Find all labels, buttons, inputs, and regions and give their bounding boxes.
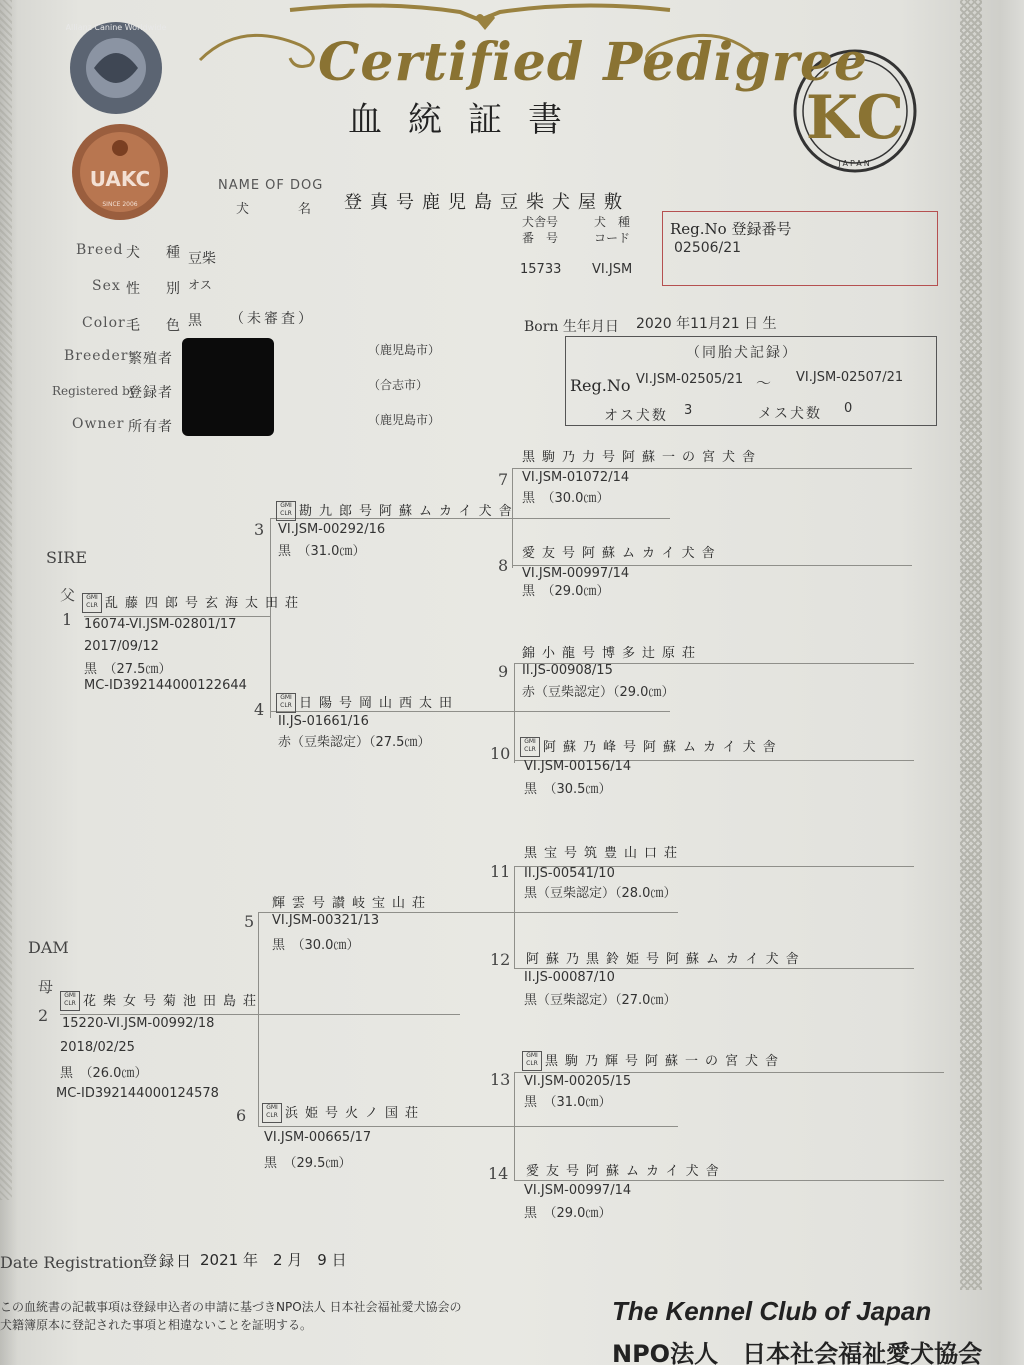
ancestor-number: 6 — [236, 1106, 247, 1125]
male-count-label: オス犬数 — [604, 408, 668, 424]
ancestor-reg: VI.JSM-01072/14 — [522, 470, 630, 485]
ancestor-sire-1: GMI CLR 乱藤四郎号玄海太田荘 — [82, 592, 305, 613]
litter-title: （同胎犬記録） — [686, 345, 798, 361]
tree-line — [514, 1180, 944, 1181]
left-border — [0, 0, 12, 1200]
female-count-label: メス犬数 — [758, 406, 822, 422]
ancestor-color: 黒 （29.5㎝） — [264, 1156, 352, 1171]
born-date: 2020 年11月21 日 生 — [636, 316, 777, 332]
ancestor-7-name: 黒駒乃力号阿蘇一の宮犬舎 — [522, 450, 763, 465]
ancestor-number: 7 — [498, 470, 509, 489]
ancestor-number: 8 — [498, 556, 509, 575]
ancestor-3: GMI CLR 勘九郎号阿蘇ムカイ犬舎 — [276, 500, 519, 521]
female-count: 0 — [844, 401, 853, 416]
breed-code-label: 犬 種 コード — [594, 215, 631, 245]
sex-value: オス — [188, 278, 212, 292]
ancestor-number: 2 — [38, 1006, 49, 1025]
ancestor-color: 赤（豆柴認定）（27.5㎝） — [278, 735, 431, 750]
born-label: Born 生年月日 — [524, 319, 619, 335]
color-note: （未審査） — [230, 311, 315, 327]
kc-logo-text: KC — [805, 83, 905, 153]
color-label-jp: 毛 色 — [126, 318, 186, 334]
ancestor-13: GMI CLR 黒駒乃輝号阿蘇一の宮犬舎 — [522, 1050, 785, 1071]
ancestor-number: 13 — [490, 1070, 511, 1089]
tree-line — [514, 866, 515, 968]
title-japanese: 血統証書 — [348, 100, 588, 140]
ancestor-color: 赤（豆柴認定）（29.0㎝） — [522, 685, 675, 700]
ancestor-color: 黒 （26.0㎝） — [60, 1066, 148, 1081]
tree-line — [258, 912, 259, 1127]
ancestor-color: 黒 （27.5㎝） — [84, 662, 172, 677]
uakc-logo — [70, 122, 170, 222]
breed-value: 豆柴 — [188, 251, 216, 267]
ancestor-14-name: 愛友号阿蘇ムカイ犬舎 — [526, 1164, 726, 1179]
ancestor-color: 黒 （29.0㎝） — [524, 1206, 612, 1221]
ancestor-reg: VI.JSM-00321/13 — [272, 913, 380, 928]
ancestor-color: 黒（豆柴認定）（27.0㎝） — [524, 993, 677, 1008]
date-registration: 2021 年 2 月 9 日 — [200, 1251, 347, 1269]
breed-label-en: Breed — [76, 242, 124, 258]
ancestor-birth-date: 2017/09/12 — [84, 639, 159, 654]
alliance-canine-logo — [66, 18, 166, 118]
ancestor-reg: II.JS-00541/10 — [524, 866, 615, 881]
sire-jp-label: 父 — [60, 586, 76, 604]
sire-label: SIRE — [46, 548, 88, 567]
color-value: 黒 — [188, 313, 202, 329]
ancestor-color: 黒 （29.0㎝） — [522, 584, 610, 599]
reg-label: Reg.No 登録番号 — [670, 220, 792, 238]
owner-city: （鹿児島市） — [368, 413, 441, 427]
date-registration-label: Date Registration — [0, 1253, 144, 1272]
gmi-clr-icon: GMI CLR — [262, 1103, 282, 1123]
ancestor-color: 黒（豆柴認定）（28.0㎝） — [524, 886, 677, 901]
gmi-clr-icon: GMI CLR — [60, 991, 80, 1011]
ancestor-number: 9 — [498, 662, 509, 681]
color-label-en: Color — [82, 315, 126, 331]
breeder-label-jp: 繁殖者 — [128, 351, 173, 367]
ancestor-reg: VI.JSM-00205/15 — [524, 1074, 632, 1089]
ancestor-dam-2: GMI CLR 花柴女号菊池田島荘 — [60, 990, 263, 1011]
ancestor-color: 黒 （30.0㎝） — [272, 938, 360, 953]
registered-label-jp: 登録者 — [128, 385, 173, 401]
kc-logo-sub: JAPAN — [838, 159, 872, 168]
owner-label-en: Owner — [72, 416, 125, 432]
ancestor-color: 黒 （30.5㎝） — [524, 782, 612, 797]
ancestor-microchip: MC-ID392144000124578 — [56, 1086, 219, 1101]
breed-label-jp: 犬 種 — [126, 245, 186, 261]
litter-reg-to: VI.JSM-02507/21 — [796, 370, 904, 385]
tree-line — [514, 1072, 944, 1073]
ancestor-9-name: 錦小龍号博多辻原荘 — [522, 646, 703, 661]
kennel-club-name-en: The Kennel Club of Japan — [612, 1296, 932, 1326]
gmi-clr-icon: GMI CLR — [520, 737, 540, 757]
name-label-jp: 犬 名 — [236, 202, 330, 217]
ancestor-reg: VI.JSM-00292/16 — [278, 522, 386, 537]
dam-jp-label: 母 — [38, 978, 54, 996]
breed-code: VI.JSM — [592, 262, 633, 277]
reg-number: 02506/21 — [674, 240, 742, 256]
ancestor-reg: VI.JSM-00997/14 — [524, 1183, 632, 1198]
registered-label-en: Registered by — [52, 384, 137, 398]
sex-label-jp: 性 別 — [126, 281, 186, 297]
certification-note-line1: この血統書の記載事項は登録申込者の申請に基づきNPO法人 日本社会福祉愛犬協会の — [0, 1300, 462, 1314]
ancestor-number: 3 — [254, 520, 265, 539]
ancestor-reg: VI.JSM-00156/14 — [524, 759, 632, 774]
ancestor-color: 黒 （30.0㎝） — [522, 491, 610, 506]
kennel-club-name-jp: NPO法人 日本社会福祉愛犬協会 — [612, 1340, 983, 1365]
ancestor-number: 4 — [254, 700, 265, 719]
ancestor-number: 5 — [244, 912, 255, 931]
ancestor-number: 12 — [490, 950, 511, 969]
ancestor-number: 10 — [490, 744, 511, 763]
uakc-since-text: SINCE 2006 — [102, 201, 138, 208]
ancestor-11-name: 黒宝号筑豊山口荘 — [524, 846, 685, 861]
ancestor-number: 14 — [488, 1164, 509, 1183]
gmi-clr-icon: GMI CLR — [276, 693, 296, 713]
litter-reg-sep: ～ — [756, 374, 772, 392]
tree-line — [514, 968, 914, 969]
right-border — [960, 0, 982, 1290]
ancestor-color: 黒 （31.0㎝） — [524, 1095, 612, 1110]
ancestor-number: 11 — [490, 862, 511, 881]
ancestor-reg: 16074-VI.JSM-02801/17 — [84, 617, 237, 632]
ancestor-reg: II.JS-01661/16 — [278, 714, 369, 729]
tree-line — [270, 518, 271, 718]
tree-line — [60, 1014, 460, 1015]
ancestor-reg: II.JS-00908/15 — [522, 663, 613, 678]
gmi-clr-icon: GMI CLR — [522, 1051, 542, 1071]
ancestor-5-name: 輝雲号讃岐宝山荘 — [272, 896, 433, 911]
dog-name: 登真号鹿児島豆柴犬屋敷 — [344, 192, 630, 213]
ancestor-reg: VI.JSM-00665/17 — [264, 1130, 372, 1145]
ancestor-4: GMI CLR 日陽号岡山西太田 — [276, 692, 459, 713]
ancestor-birth-date: 2018/02/25 — [60, 1040, 135, 1055]
tree-line — [512, 468, 912, 469]
name-label-en: NAME OF DOG — [218, 178, 324, 193]
tree-line — [258, 1126, 678, 1127]
sex-label-en: Sex — [92, 278, 121, 294]
ancestor-reg: VI.JSM-00997/14 — [522, 566, 630, 581]
breeder-label-en: Breeder — [64, 348, 129, 364]
ancestor-10: GMI CLR 阿蘇乃峰号阿蘇ムカイ犬舎 — [520, 736, 783, 757]
redacted-names — [182, 338, 274, 436]
tree-line — [514, 1072, 515, 1180]
ancestor-microchip: MC-ID392144000122644 — [84, 678, 247, 693]
litter-reg-from: VI.JSM-02505/21 — [636, 372, 744, 387]
ancestor-12-name: 阿蘇乃黒鈴姫号阿蘇ムカイ犬舎 — [526, 952, 806, 967]
logo-top-text: Allianz Canine Worldwide — [66, 23, 166, 32]
tree-line — [514, 663, 515, 763]
ancestor-6: GMI CLR 浜姫号火ノ国荘 — [262, 1102, 425, 1123]
owner-label-jp: 所有者 — [128, 419, 173, 435]
date-registration-label-jp: 登録日 — [142, 1252, 194, 1270]
ancestor-reg: II.JS-00087/10 — [524, 970, 615, 985]
uakc-logo-text: UAKC — [89, 167, 151, 191]
litter-reg-label: Reg.No — [570, 376, 631, 395]
gmi-clr-icon: GMI CLR — [276, 501, 296, 521]
certification-note-line2: 犬籍簿原本に登記された事項と相違ないことを証明する。 — [0, 1318, 313, 1332]
male-count: 3 — [684, 403, 693, 418]
kennel-no: 15733 — [520, 262, 562, 277]
registered-city: （合志市） — [368, 378, 429, 392]
kennel-no-label: 犬舎号 番 号 — [522, 215, 559, 245]
ancestor-number: 1 — [62, 610, 73, 629]
ancestor-reg: 15220-VI.JSM-00992/18 — [62, 1016, 215, 1031]
dam-label: DAM — [28, 938, 69, 957]
ancestor-color: 黒 （31.0㎝） — [278, 544, 366, 559]
title-english: Certified Pedigree — [318, 32, 869, 93]
ancestor-8-name: 愛友号阿蘇ムカイ犬舎 — [522, 546, 722, 561]
gmi-clr-icon: GMI CLR — [82, 593, 102, 613]
breeder-city: （鹿児島市） — [368, 343, 441, 357]
